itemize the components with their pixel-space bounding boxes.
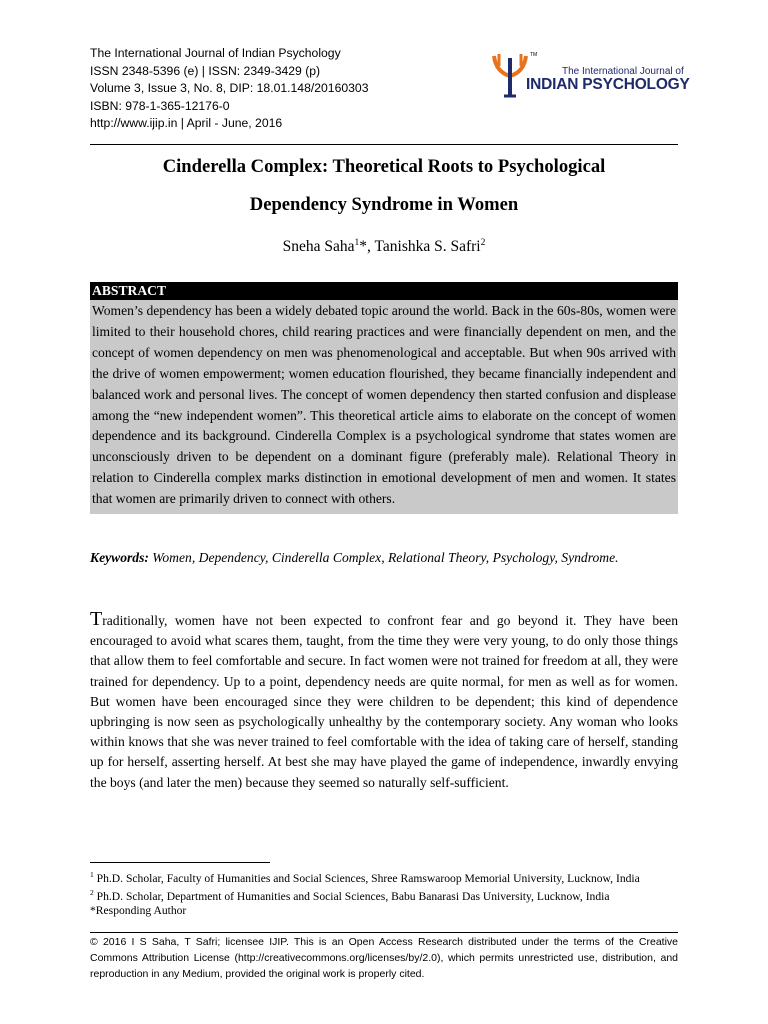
author-separator: *,: [359, 238, 375, 256]
author-list: [90, 232, 678, 258]
abstract-text: Women’s dependency has been a widely debated topic around the world. Back in the 60s-80s, women were limited to their household chores, child rearing practices and were financially dependent on men, and the concept of women dependency on men was phenomenological and acceptable. But when 90s arrived with the drive of women empowerment; women education flourished, they became financially independent and balanced work and personal lives. The concept of women dependency then started confusion and displease among the “new independent women”. This theoretical article aims to elaborate on the concept of women dependence and its background. Cinderella Complex is a psychological syndrome that states women are unconsciously driven to be dependent on a dominant figure (preferably male). Relational Theory in relation to Cinderella complex marks distinction in emotional development of men and women. It states that women are primarily driven to connect with others.: [90, 300, 678, 514]
author-2-affiliation: 2: [480, 238, 486, 248]
trademark-mark: TM: [530, 52, 538, 58]
paper-title: [90, 148, 678, 224]
footnote-2: $^2$ Ph.D. Scholar, Department of Humanities and Social Sciences, Babu Banarasi Das University, Lucknow, India: [90, 887, 610, 903]
journal-name: The International Journal of Indian Psychology: [90, 46, 341, 60]
keywords-list: Women, Dependency, Cinderella Complex, Relational Theory, Psychology, Syndrome.: [148, 550, 619, 565]
footnote-divider: [90, 862, 270, 863]
journal-header: [90, 45, 368, 133]
keywords-label: Keywords:: [90, 550, 149, 565]
psi-hands-icon: [490, 50, 530, 98]
issn-line: ISSN 2348-5396 (e) | ISSN: 2349-3429 (p): [90, 63, 321, 78]
volume-line: Volume 3, Issue 3, No. 8, DIP: 18.01.148/20160303: [90, 81, 369, 95]
logo-main-text: INDIAN PSYCHOLOGY: [526, 76, 690, 93]
keywords: [90, 547, 678, 568]
journal-logo: [490, 50, 690, 100]
isbn-line: ISBN: 978-1-365-12176-0: [90, 98, 230, 113]
header-divider: [90, 144, 678, 145]
author-1-affiliation: 1: [354, 238, 360, 248]
url-date-line[interactable]: http://www.ijip.in | April - June, 2016: [90, 116, 283, 130]
license-notice: © 2016 I S Saha, T Safri; licensee IJIP. This is an Open Access Research distributed under the terms of the Creative Commons Attribution License (http://creativecommons.org/licenses/by/2.0), which permits unrestricted use, distribution, and reproduction in any Medium, provided the original work is properly cited.: [90, 932, 678, 982]
title-line-1: Cinderella Complex: Theoretical Roots to Psychological: [162, 156, 606, 177]
author-2: Tanishka S. Safri: [374, 238, 481, 256]
logo-small-text: The International Journal of: [562, 66, 684, 77]
author-1: Sneha Saha: [282, 238, 355, 256]
footnote-responding-author: *Responding Author: [90, 903, 187, 917]
title-line-2: Dependency Syndrome in Women: [249, 194, 519, 215]
body-text: raditionally, women have not been expected to confront fear and go beyond it. They have been encouraged to avoid what scares them, taught, from the time they were very young, to do only those things that allow them to feel comfortable and secure. In fact women were not trained for freedom at all, they were trained for dependency. Up to a point, dependency needs are quite normal, for men as well as for women. But women have been encouraged since they were children to be dependent; this kind of dependence upbringing is now seen as psychologically unhealthy by the contemporary society. Any woman who looks within knows that she was never trained to feel comfortable with the idea of taking care of herself, standing up for herself, asserting herself. At best she may have played the game of independence, inwardly envying the boys (and later the men) because they seemed so naturally self-sufficient.: [90, 613, 678, 790]
abstract-heading: ABSTRACT: [90, 282, 678, 300]
footnotes: [90, 868, 678, 918]
body-paragraph: [90, 609, 678, 793]
footnote-1: $^1$ Ph.D. Scholar, Faculty of Humanities and Social Sciences, Shree Ramswaroop Memorial University, Lucknow, India: [90, 870, 640, 885]
drop-cap: T: [90, 608, 103, 630]
